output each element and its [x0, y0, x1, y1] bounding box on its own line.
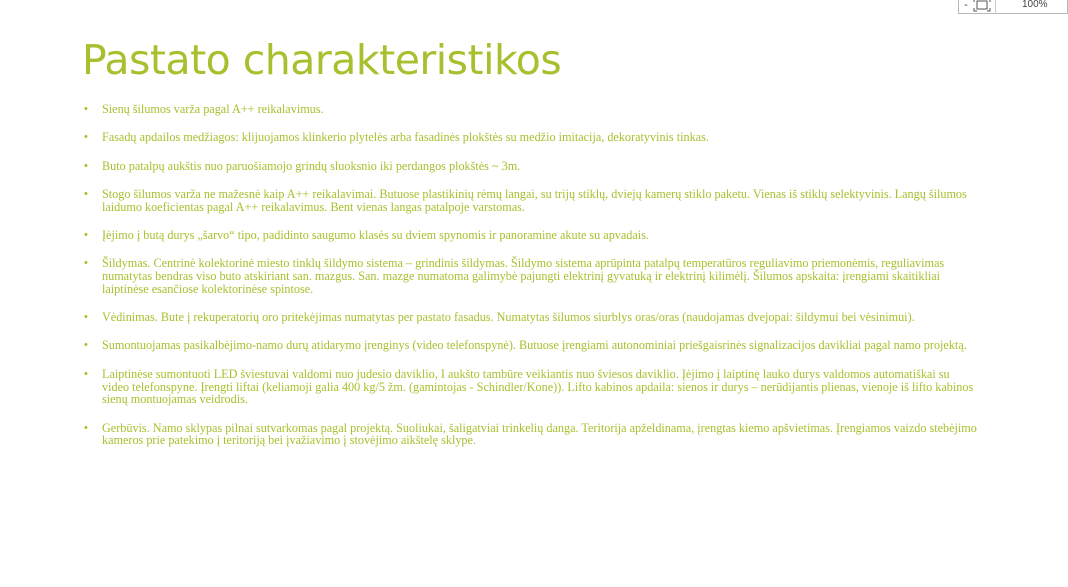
bullet-icon: •: [84, 367, 88, 380]
bullet-icon: •: [84, 421, 88, 434]
bullet-icon: •: [84, 257, 88, 270]
zoom-out-button[interactable]: -: [964, 0, 968, 11]
bullet-icon: •: [84, 103, 88, 115]
bullet-icon: •: [84, 228, 88, 241]
bullet-item: [84, 188, 979, 214]
bullet-icon: •: [84, 187, 88, 200]
bullet-item: [84, 257, 979, 295]
bullet-item: [84, 131, 979, 144]
zoom-divider: [995, 0, 996, 14]
bullet-text: Buto patalpų aukštis nuo paruošiamojo grindų sluoksnio iki perdangos plokštės ~ 3m.: [102, 158, 521, 173]
bullet-list: [84, 103, 979, 463]
slide-title: Pastato charakteristikos: [82, 36, 562, 84]
bullet-text: Įėjimo į butą durys „šarvo“ tipo, padidinto saugumo klasės su dviem spynomis ir panoramine akute su apvadais.: [102, 227, 649, 242]
bullet-text: Laiptinėse sumontuoti LED šviestuvai valdomi nuo judesio daviklio, I aukšto tambūre veikiantis nuo šviesos daviklio. Įėjimo į laiptinę lauko durys valdomos automatiškai su video telefonspyne. Įrengti liftai (keliamoji galia 400 kg/5 žm. (gamintojas - Schindler/Kone)). Lifto kabinos apdaila: sienos ir durys – nerūdijantis plienas, vienoje iš lifto kabinos sienų montuojamas veidrodis.: [102, 366, 974, 407]
bullet-item: [84, 229, 979, 242]
bullet-item: [84, 311, 979, 324]
bullet-text: Sienų šilumos varža pagal A++ reikalavimus.: [102, 102, 324, 116]
bullet-text: Vėdinimas. Bute į rekuperatorių oro pritekėjimas numatytas per pastato fasadus. Numatytas šilumos siurblys oras/oras (naudojamas dvejopai: šildymui bei vėsinimui).: [102, 310, 915, 325]
bullet-icon: •: [84, 339, 88, 352]
zoom-control[interactable]: [958, 0, 1068, 14]
zoom-level: 100%: [1022, 0, 1048, 10]
bullet-text: Šildymas. Centrinė kolektorinė miesto tinklų šildymo sistema – grindinis šildymas. Šildymo sistema aprūpinta patalpų temperatūros reguliavimo priemonėmis, reguliavimas numatytas bendras viso buto atskiriant san. mazgus. San. mazge numatoma galimybė pajungti elektrinį gyvatuką ir elektrinį kilimėlį. Šilumos apskaita: įrengiami skaitikliai laiptinėse esančiose kolektorinėse spintose.: [102, 256, 945, 296]
bullet-text: Gerbūvis. Namo sklypas pilnai sutvarkomas pagal projektą. Suoliukai, šaligatviai trinkelių danga. Teritorija apželdinama, įrengtas kiemo apšvietimas. Įrengiamos vaizdo stebėjimo kameros prie patekimo į teritoriją bei įvažiavimo į stovėjimo aikštelę sklype.: [102, 420, 977, 448]
bullet-item: [84, 160, 979, 173]
bullet-icon: •: [84, 131, 88, 144]
bullet-text: Stogo šilumos varža ne mažesnė kaip A++ reikalavimai. Butuose plastikinių rėmų langai, su trijų stiklų, dviejų kamerų stiklo paketu. Vienas iš stiklų selektyvinis. Langų šilumos laidumo koeficientas pagal A++ reikalavimus. Bent vienas langas patalpoje varstomas.: [102, 186, 967, 214]
bullet-item: [84, 339, 979, 352]
bullet-text: Sumontuojamas pasikalbėjimo-namo durų atidarymo įrenginys (video telefonspynė). Butuose įrengiami autonominiai priešgaisrinės signalizacijos davikliai pagal namo projektą.: [102, 338, 967, 353]
bullet-text: Fasadų apdailos medžiagos: klijuojamos klinkerio plytelės arba fasadinės plokštės su medžio imitacija, dekoratyvinis tinkas.: [102, 130, 709, 145]
bullet-icon: •: [84, 159, 88, 172]
fit-to-window-icon[interactable]: [973, 0, 991, 12]
bullet-item: [84, 368, 979, 406]
bullet-item: [84, 103, 979, 116]
bullet-item: [84, 422, 979, 448]
bullet-icon: •: [84, 311, 88, 324]
